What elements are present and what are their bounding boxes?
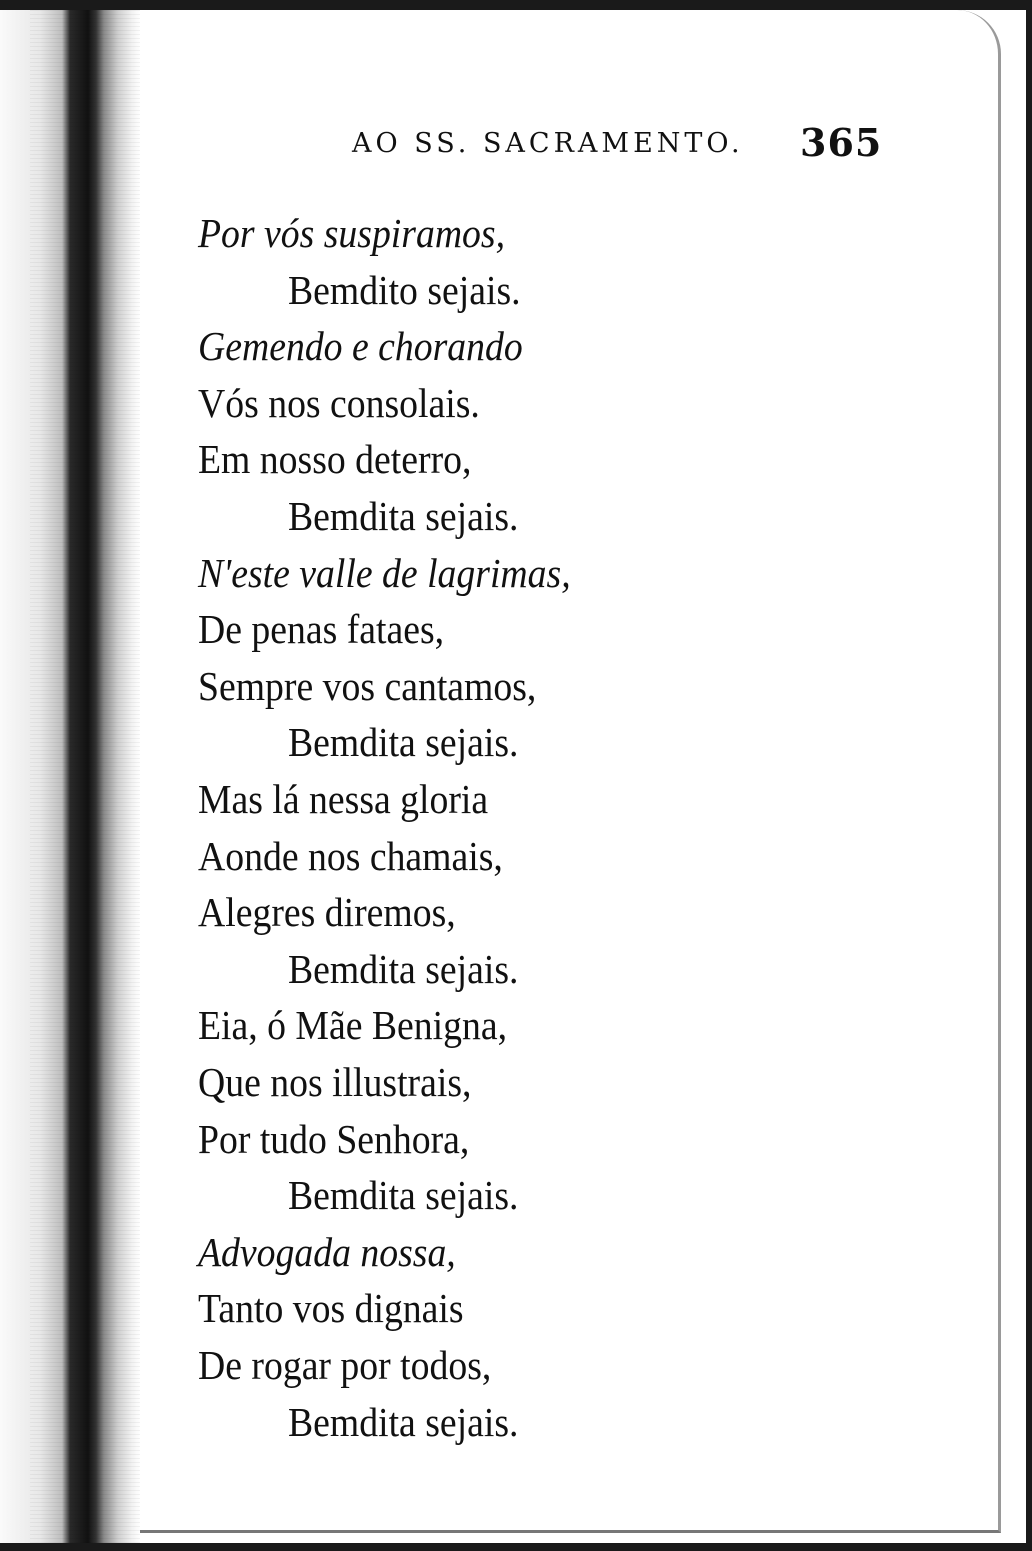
poem-line: Vós nos consolais. bbox=[198, 379, 480, 426]
poem-line: Gemendo e chorando bbox=[198, 323, 523, 370]
poem-line: Tanto vos dignais bbox=[198, 1285, 464, 1332]
poem-line: Aonde nos chamais, bbox=[198, 832, 503, 879]
poem-line: Bemdita sejais. bbox=[288, 719, 519, 766]
poem-line: Por vós suspiramos, bbox=[198, 210, 506, 256]
poem-line: Alegres diremos, bbox=[198, 889, 456, 936]
poem-line: Eia, ó Mãe Benigna, bbox=[198, 1002, 508, 1049]
poem-line: Bemdito sejais. bbox=[288, 266, 521, 313]
scan-border-right bbox=[1026, 0, 1032, 1551]
poem-line: De penas fataes, bbox=[198, 606, 445, 653]
poem-line: Mas lá nessa gloria bbox=[198, 776, 489, 822]
running-head: AO SS. SACRAMENTO. bbox=[352, 128, 744, 159]
poem-line: Bemdita sejais. bbox=[288, 493, 519, 539]
poem-line: Em nosso deterro, bbox=[198, 436, 472, 483]
gutter-texture bbox=[30, 0, 140, 1551]
poem-line: Bemdita sejais. bbox=[288, 1172, 519, 1219]
poem-line: De rogar por todos, bbox=[198, 1342, 492, 1388]
poem-line: Que nos illustrais, bbox=[198, 1059, 472, 1105]
page-number: 365 bbox=[800, 120, 883, 165]
page-header bbox=[0, 118, 1032, 168]
poem-line: Bemdita sejais. bbox=[288, 1398, 519, 1445]
poem-line: Sempre vos cantamos, bbox=[198, 662, 537, 709]
scan-border-bottom bbox=[0, 1543, 1032, 1551]
poem-line: Por tudo Senhora, bbox=[198, 1115, 470, 1162]
poem-line: Advogada nossa, bbox=[198, 1228, 456, 1275]
poem-line: Bemdita sejais. bbox=[288, 945, 519, 992]
scan-border-top bbox=[0, 0, 1032, 10]
poem-line: N'este valle de lagrimas, bbox=[198, 549, 571, 596]
